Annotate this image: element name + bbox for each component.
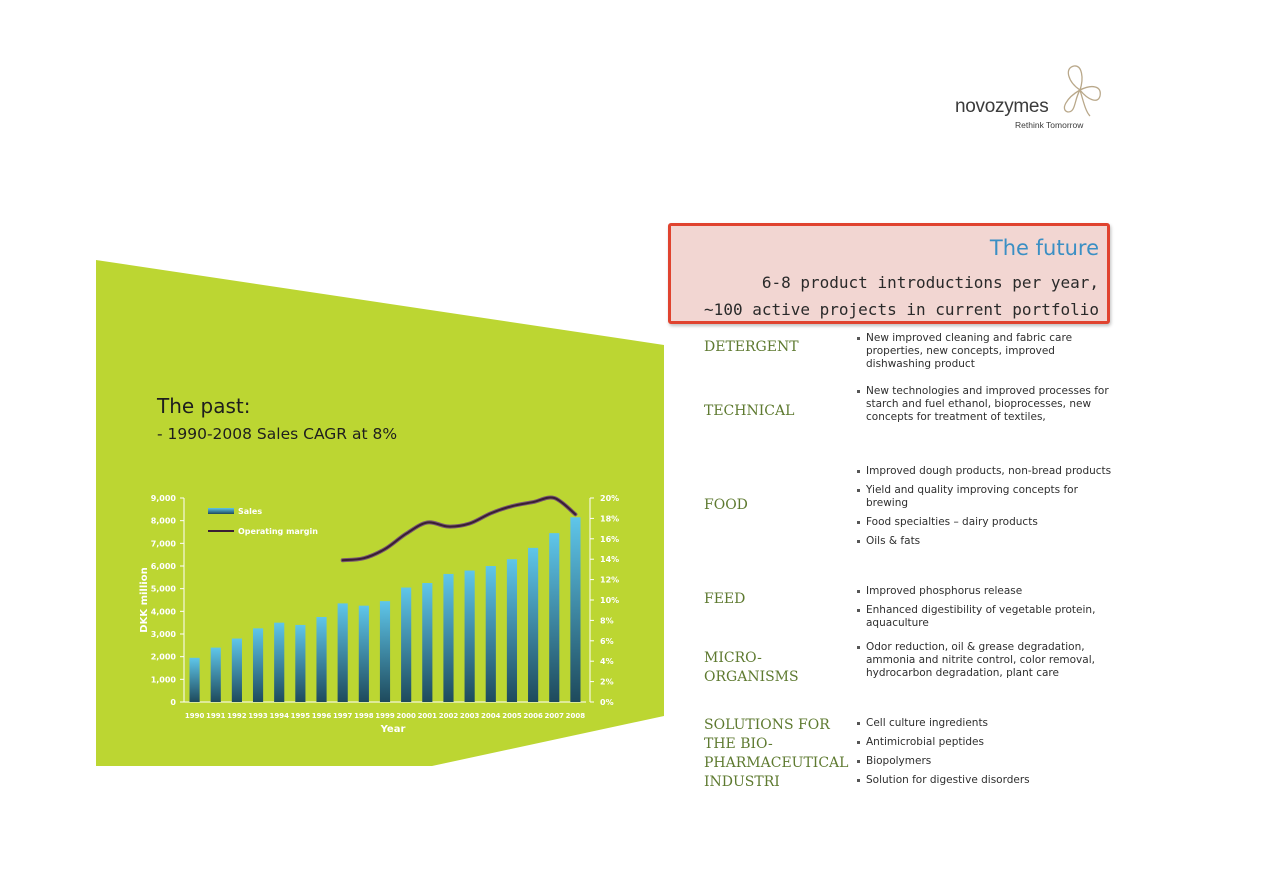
y-tick-label: 9,000 <box>150 494 176 503</box>
segment-bullets <box>856 332 1116 377</box>
sales-bar <box>465 571 475 702</box>
bullet-item: Oils & fats <box>856 535 1116 548</box>
sales-bar <box>359 606 369 702</box>
segment-label: DETERGENT <box>704 339 799 355</box>
segment-label: FEED <box>704 591 746 607</box>
bullet-item: Odor reduction, oil & grease degradation, ammonia and nitrite control, color removal, hydrocarbon degradation, plant care <box>856 641 1116 680</box>
sales-bar <box>443 574 453 702</box>
y-tick-label: 2,000 <box>150 652 176 662</box>
past-subtitle: - 1990-2008 Sales CAGR at 8% <box>157 425 398 443</box>
segment-bullets <box>856 385 1116 430</box>
sales-bar <box>528 548 538 702</box>
sales-bar <box>190 658 200 702</box>
segment-bullets <box>856 465 1116 554</box>
y2-tick-label: 10% <box>600 596 620 605</box>
y2-tick-label: 14% <box>600 555 620 565</box>
y2-tick-label: 20% <box>600 494 620 503</box>
sales-bar <box>570 517 580 702</box>
sales-bar <box>507 559 517 702</box>
y-tick-label: 7,000 <box>150 539 176 549</box>
x-tick-label: 2001 <box>417 712 438 720</box>
segment-label: MICRO- ORGANISMS <box>704 650 799 685</box>
bullet-item: Improved dough products, non-bread products <box>856 465 1116 478</box>
x-tick-label: 2003 <box>459 712 480 720</box>
legend-label-sales: Sales <box>238 507 263 516</box>
bullet-item: Yield and quality improving concepts for brewing <box>856 484 1116 510</box>
x-tick-label: 1998 <box>354 712 374 720</box>
x-tick-label: 2002 <box>438 712 459 720</box>
segment-bullets <box>856 717 1116 793</box>
legend-label-margin: Operating margin <box>238 527 318 536</box>
sales-bar <box>295 625 305 702</box>
segment-bullets <box>856 585 1116 636</box>
y2-tick-label: 16% <box>600 534 620 544</box>
x-tick-label: 1994 <box>269 712 289 720</box>
logo-tagline: Rethink Tomorrow <box>1015 120 1084 130</box>
past-title: The past: <box>157 394 251 418</box>
x-tick-label: 1991 <box>205 712 226 720</box>
sales-bar <box>380 601 390 702</box>
sales-bar <box>274 623 284 702</box>
sales-bar <box>549 533 559 702</box>
y-tick-label: 1,000 <box>150 675 176 685</box>
bullet-item: Cell culture ingredients <box>856 717 1116 730</box>
sales-bar <box>401 588 411 702</box>
margin-line-glow <box>343 497 576 560</box>
sales-bar <box>232 639 242 702</box>
sales-bar <box>486 566 496 702</box>
y-tick-label: 3,000 <box>150 630 176 639</box>
x-axis-title: Year <box>380 724 406 735</box>
sales-bar <box>338 603 348 702</box>
x-tick-label: 2005 <box>502 712 522 720</box>
segment-bullets <box>856 641 1116 686</box>
bullet-item: New improved cleaning and fabric care properties, new concepts, improved dishwashing product <box>856 332 1116 371</box>
x-tick-label: 1996 <box>311 712 332 720</box>
y-tick-label: 5,000 <box>150 584 176 594</box>
sales-bar <box>211 648 221 702</box>
bullet-item: Improved phosphorus release <box>856 585 1116 598</box>
bullet-item: Solution for digestive disorders <box>856 774 1116 787</box>
x-tick-label: 2004 <box>481 712 501 720</box>
segment-label: FOOD <box>704 497 748 513</box>
x-tick-label: 2000 <box>396 712 416 720</box>
x-tick-label: 1990 <box>184 712 205 720</box>
y-tick-label: 4,000 <box>150 607 176 617</box>
segment-label: TECHNICAL <box>704 403 795 419</box>
logo-wordmark: novozymes <box>955 96 1049 117</box>
segment-label: SOLUTIONS FOR THE BIO-PHARMACEUTICAL INDUSTRI <box>704 717 849 790</box>
x-tick-label: 1999 <box>375 712 395 720</box>
y2-tick-label: 4% <box>600 657 614 667</box>
bullet-item: Enhanced digestibility of vegetable protein, aquaculture <box>856 604 1116 630</box>
sales-bar <box>422 583 432 702</box>
bullet-item: New technologies and improved processes for starch and fuel ethanol, bioprocesses, new concepts for treatment of textiles, <box>856 385 1116 424</box>
x-tick-label: 2006 <box>523 712 543 720</box>
y2-tick-label: 0% <box>600 698 614 707</box>
future-title: The future <box>989 236 1099 260</box>
x-tick-label: 1997 <box>332 712 353 720</box>
y-tick-label: 0 <box>170 698 176 707</box>
x-tick-label: 1995 <box>290 712 311 720</box>
sales-bar <box>316 617 326 702</box>
y-tick-label: 8,000 <box>150 516 176 526</box>
y2-tick-label: 2% <box>600 677 614 687</box>
future-line-1: 6-8 product introductions per year, <box>761 273 1099 292</box>
bullet-item: Food specialties – dairy products <box>856 516 1116 529</box>
y2-tick-label: 6% <box>600 636 614 646</box>
y2-tick-label: 8% <box>600 616 614 626</box>
x-tick-label: 1992 <box>227 712 247 720</box>
x-tick-label: 1993 <box>248 712 268 720</box>
bullet-item: Antimicrobial peptides <box>856 736 1116 749</box>
future-box <box>668 223 1110 324</box>
y-tick-label: 6,000 <box>150 562 176 571</box>
x-tick-label: 2007 <box>544 712 565 720</box>
y2-tick-label: 18% <box>600 514 620 524</box>
sales-bar <box>253 628 263 702</box>
legend-swatch-sales <box>208 508 234 514</box>
y-axis-title: DKK million <box>139 567 150 633</box>
y2-tick-label: 12% <box>600 575 620 585</box>
x-tick-label: 2008 <box>565 712 586 720</box>
bullet-item: Biopolymers <box>856 755 1116 768</box>
future-line-2: ~100 active projects in current portfolio <box>704 300 1099 319</box>
